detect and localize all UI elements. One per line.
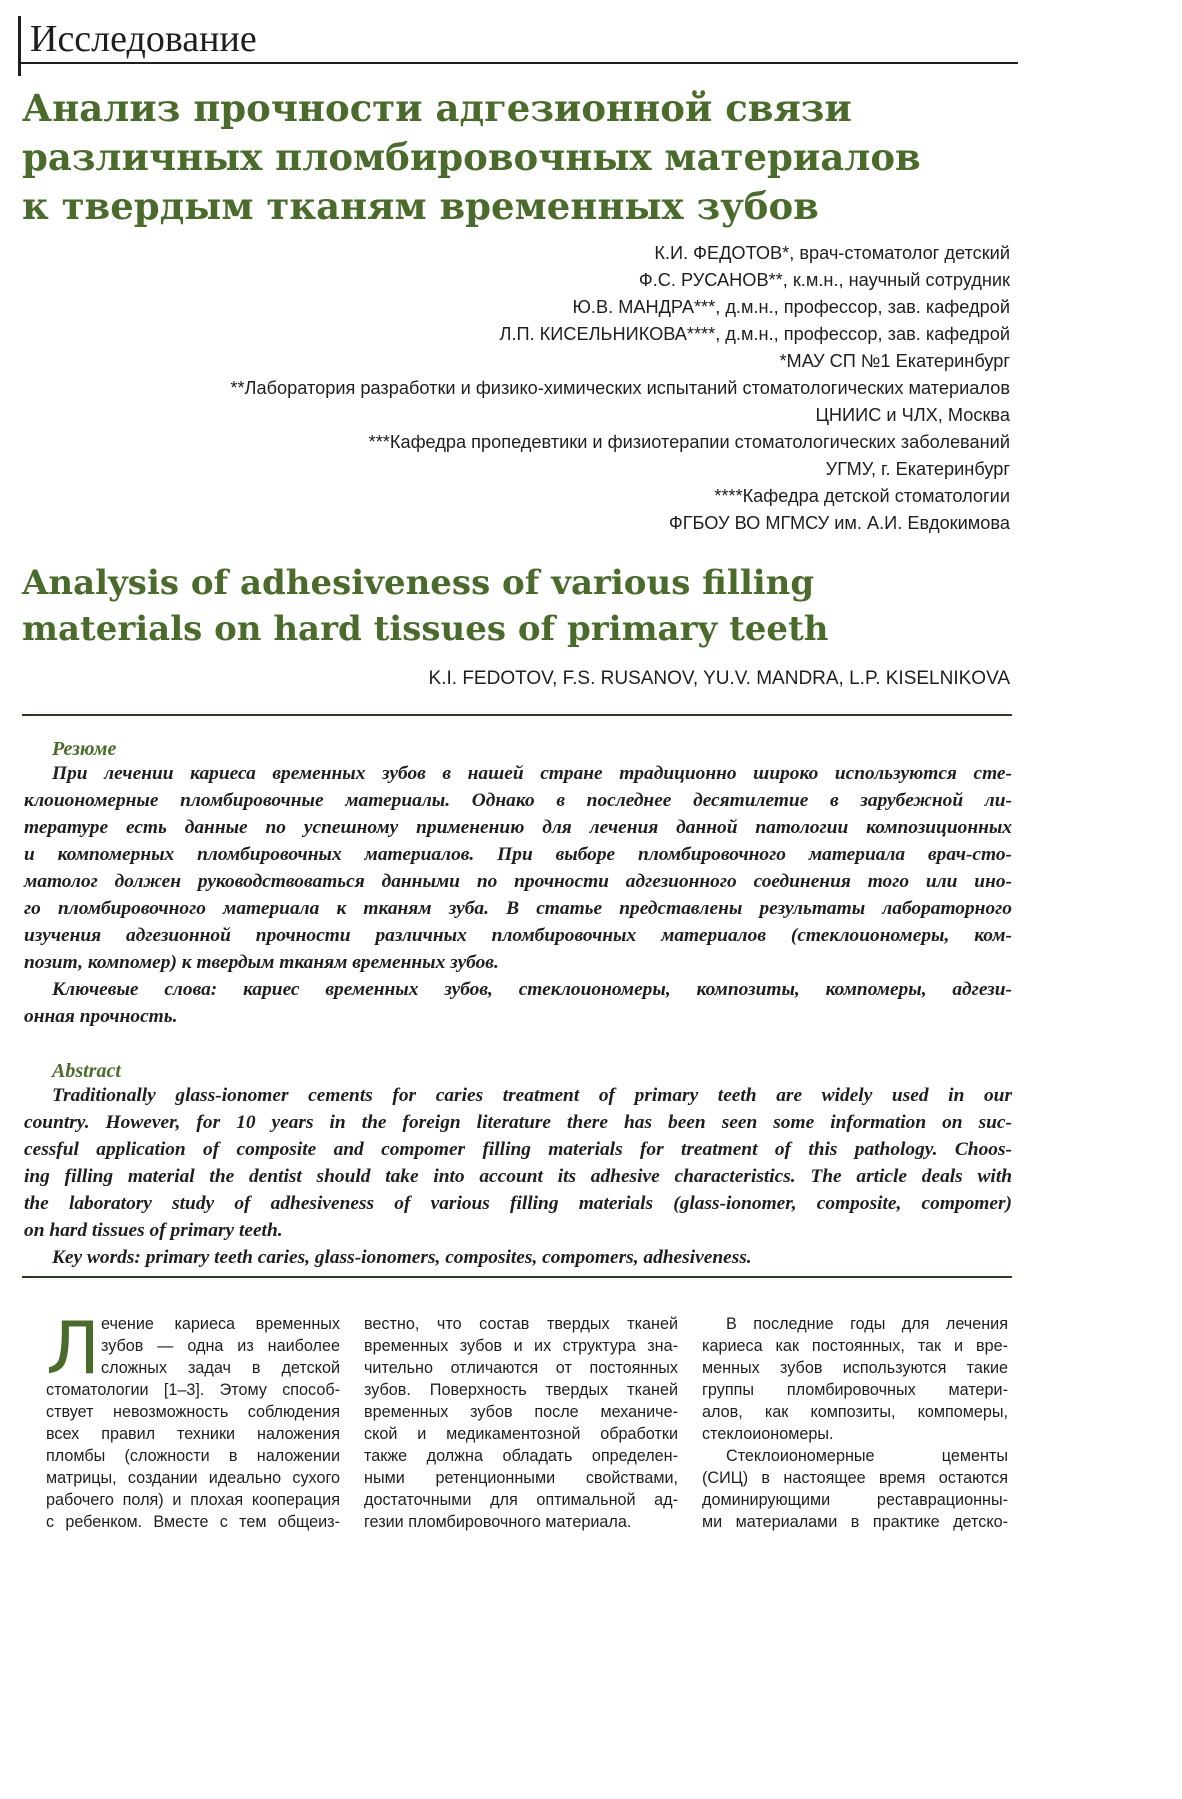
body-line: гезии пломбировочного материала. xyxy=(364,1513,632,1531)
body-line: чительно отличаются от постоянных xyxy=(364,1359,678,1377)
body-line: также должна обладать определен- xyxy=(364,1447,678,1465)
abstract-heading: Abstract xyxy=(52,1060,121,1082)
author-line: К.И. ФЕДОТОВ*, врач-стоматолог детский xyxy=(654,243,1010,263)
body-line: алов, как композиты, компомеры, xyxy=(702,1403,1008,1421)
body-line: матрицы, создании идеально сухого xyxy=(46,1469,340,1487)
abstract-bottom-rule xyxy=(22,1276,1012,1278)
body-line: достаточными для оптимальной ад- xyxy=(364,1491,678,1509)
resume-line: тературе есть данные по успешному применению для лечения данной патологии композиционных xyxy=(24,817,1012,838)
author-line: Ф.С. РУСАНОВ**, к.м.н., научный сотрудник xyxy=(638,270,1010,290)
title-en-line: materials on hard tissues of primary teeth xyxy=(22,609,829,649)
affiliation-line: ****Кафедра детской стоматологии xyxy=(714,486,1010,506)
section-header xyxy=(18,10,1018,64)
resume-line: позит, компомер) к твердым тканям временных зубов. xyxy=(24,952,499,973)
body-line: рабочего поля) и плохая кооперация xyxy=(46,1491,340,1509)
abstract-body xyxy=(24,1082,1012,1271)
body-line: ными ретенционными свойствами, xyxy=(364,1469,678,1487)
keywords-en-line: Key words: primary teeth caries, glass-ionomers, composites, compomers, adhesiveness. xyxy=(52,1247,752,1268)
body-line: пломбы (сложности в наложении xyxy=(46,1447,340,1465)
body-column-3 xyxy=(702,1313,1008,1533)
body-line: временных зубов после механиче- xyxy=(364,1403,678,1421)
title-ru xyxy=(22,84,1022,231)
affiliation-line: ФГБОУ ВО МГМСУ им. А.И. Евдокимова xyxy=(668,513,1010,533)
body-line: стеклоиономеры. xyxy=(702,1425,834,1443)
resume-line: и компомерных пломбировочных материалов. При выборе пломбировочного материала врач-сто- xyxy=(24,844,1012,865)
author-line: Л.П. КИСЕЛЬНИКОВА****, д.м.н., профессор, зав. кафедрой xyxy=(499,324,1010,344)
body-line: ечение кариеса временных xyxy=(101,1315,340,1333)
body-line: всех правил техники наложения xyxy=(46,1425,340,1443)
title-ru-line: к твердым тканям временных зубов xyxy=(22,184,819,228)
body-line: (СИЦ) в настоящее время остаются xyxy=(702,1469,1008,1487)
resume-body xyxy=(24,760,1012,1030)
affiliation-line: *МАУ СП №1 Екатеринбург xyxy=(779,351,1010,371)
body-line: менных зубов используются такие xyxy=(702,1359,1008,1377)
resume-line: изучения адгезионной прочности различных пломбировочных материалов (стеклоиономеры, ком- xyxy=(24,925,1012,946)
body-column-1 xyxy=(46,1306,340,1533)
body-line: группы пломбировочных матери- xyxy=(702,1381,1008,1399)
section-header-rule xyxy=(18,62,1018,64)
body-line: стоматологии [1–3]. Этому способ- xyxy=(46,1381,340,1399)
affiliation-line: ***Кафедра пропедевтики и физиотерапии стоматологических заболеваний xyxy=(368,432,1010,452)
resume-line: клоиономерные пломбировочные материалы. Однако в последнее десятилетие в зарубежной ли- xyxy=(24,790,1012,811)
body-line: сложных задач в детской xyxy=(101,1359,340,1377)
abstract-line: country. However, for 10 years in the foreign literature there has been seen some information on suc- xyxy=(24,1112,1012,1133)
body-line: зубов — одна из наиболее xyxy=(101,1337,340,1355)
body-column-2 xyxy=(364,1313,678,1533)
dropcap: Л xyxy=(46,1306,101,1390)
affiliation-line: ЦНИИС и ЧЛХ, Москва xyxy=(815,405,1010,425)
title-en xyxy=(22,560,1022,652)
affiliation-line: УГМУ, г. Екатеринбург xyxy=(825,459,1010,479)
keywords-ru-line: Ключевые слова: кариес временных зубов, стеклоиономеры, композиты, компомеры, адгези- xyxy=(52,979,1012,1000)
abstract-line: the laboratory study of adhesiveness of various filling materials (glass-ionomer, composite, compomer) xyxy=(24,1193,1012,1214)
resume-line: При лечении кариеса временных зубов в нашей стране традиционно широко используются сте- xyxy=(52,763,1012,784)
body-line: В последние годы для лечения xyxy=(726,1315,1008,1333)
body-line: ствует невозможность соблюдения xyxy=(46,1403,340,1421)
authors-en: K.I. FEDOTOV, F.S. RUSANOV, YU.V. MANDRA, L.P. KISELNIKOVA xyxy=(428,668,1010,689)
resume-heading: Резюме xyxy=(52,738,117,760)
abstract-line: on hard tissues of primary teeth. xyxy=(24,1220,283,1241)
resume-line: матолог должен руководствоваться данными по прочности адгезионного соединения того или ино- xyxy=(24,871,1012,892)
body-line: вестно, что состав твердых тканей xyxy=(364,1315,678,1333)
section-label: Исследование xyxy=(30,18,257,60)
body-line: ской и медикаментозной обработки xyxy=(364,1425,678,1443)
section-header-bar xyxy=(18,16,21,76)
author-line: Ю.В. МАНДРА***, д.м.н., профессор, зав. кафедрой xyxy=(572,297,1010,317)
abstract-top-rule xyxy=(22,714,1012,716)
body-line: ми материалами в практике детско- xyxy=(702,1513,1008,1531)
resume-line: го пломбировочного материала к тканям зуба. В статье представлены результаты лабораторного xyxy=(24,898,1012,919)
authors-ru xyxy=(230,240,1010,537)
title-en-line: Analysis of adhesiveness of various filling xyxy=(22,563,815,603)
body-line: Стеклоиономерные цементы xyxy=(726,1447,1008,1465)
body-line: зубов. Поверхность твердых тканей xyxy=(364,1381,678,1399)
affiliation-line: **Лаборатория разработки и физико-химических испытаний стоматологических материалов xyxy=(230,378,1010,398)
title-ru-line: Анализ прочности адгезионной связи xyxy=(22,86,852,130)
keywords-ru-line: онная прочность. xyxy=(24,1006,178,1027)
abstract-line: ing filling material the dentist should take into account its adhesive characteristics. The article deals with xyxy=(24,1166,1012,1187)
title-ru-line: различных пломбировочных материалов xyxy=(22,135,921,179)
body-line: с ребенком. Вместе с тем общеиз- xyxy=(46,1513,340,1531)
body-line: кариеса как постоянных, так и вре- xyxy=(702,1337,1008,1355)
abstract-line: Traditionally glass-ionomer cements for caries treatment of primary teeth are widely used in our xyxy=(52,1085,1012,1106)
body-line: доминирующими реставрационны- xyxy=(702,1491,1008,1509)
abstract-line: cessful application of composite and compomer filling materials for treatment of this pathology. Choos- xyxy=(24,1139,1012,1160)
body-line: временных зубов и их структура зна- xyxy=(364,1337,678,1355)
